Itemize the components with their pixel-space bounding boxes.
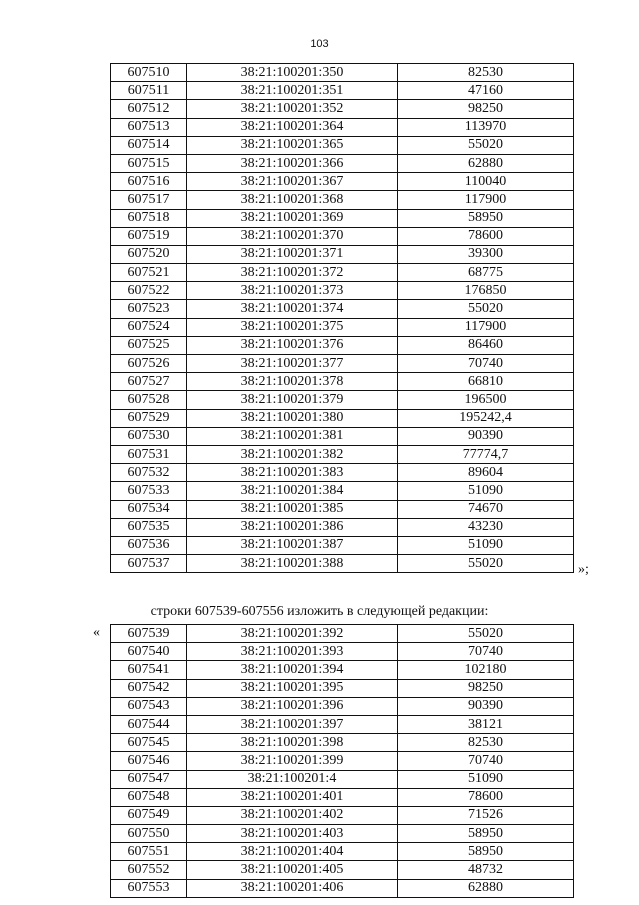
table-row bbox=[111, 264, 574, 282]
cadastral-number-cell: 38:21:100201:392 bbox=[187, 625, 398, 643]
value-cell: 70740 bbox=[398, 355, 574, 373]
cadastral-number-cell: 38:21:100201:368 bbox=[187, 191, 398, 209]
cadastral-number-cell: 38:21:100201:396 bbox=[187, 697, 398, 715]
amendment-instruction: строки 607539-607556 изложить в следующей редакции: bbox=[150, 604, 489, 619]
row-number-cell: 607522 bbox=[111, 282, 187, 300]
row-number-cell: 607510 bbox=[111, 64, 187, 82]
cadastral-number-cell: 38:21:100201:404 bbox=[187, 843, 398, 861]
row-number-cell: 607542 bbox=[111, 679, 187, 697]
value-cell: 39300 bbox=[398, 245, 574, 263]
cadastral-number-cell: 38:21:100201:385 bbox=[187, 500, 398, 518]
row-number-cell: 607551 bbox=[111, 843, 187, 861]
row-number-cell: 607517 bbox=[111, 191, 187, 209]
table-row bbox=[111, 136, 574, 154]
cadastral-number-cell: 38:21:100201:397 bbox=[187, 715, 398, 733]
table-row bbox=[111, 409, 574, 427]
table-row bbox=[111, 118, 574, 136]
table-row bbox=[111, 100, 574, 118]
table-row bbox=[111, 806, 574, 824]
table-row bbox=[111, 355, 574, 373]
cadastral-number-cell: 38:21:100201:376 bbox=[187, 336, 398, 354]
table-row bbox=[111, 661, 574, 679]
table-row bbox=[111, 427, 574, 445]
table-row bbox=[111, 715, 574, 733]
cadastral-number-cell: 38:21:100201:352 bbox=[187, 100, 398, 118]
table-row bbox=[111, 336, 574, 354]
cadastral-number-cell: 38:21:100201:388 bbox=[187, 555, 398, 573]
value-cell: 90390 bbox=[398, 427, 574, 445]
value-cell: 55020 bbox=[398, 136, 574, 154]
row-number-cell: 607534 bbox=[111, 500, 187, 518]
table-row bbox=[111, 245, 574, 263]
row-number-cell: 607546 bbox=[111, 752, 187, 770]
value-cell: 82530 bbox=[398, 64, 574, 82]
cadastral-number-cell: 38:21:100201:380 bbox=[187, 409, 398, 427]
cadastral-number-cell: 38:21:100201:402 bbox=[187, 806, 398, 824]
row-number-cell: 607511 bbox=[111, 82, 187, 100]
cadastral-number-cell: 38:21:100201:365 bbox=[187, 136, 398, 154]
row-number-cell: 607545 bbox=[111, 734, 187, 752]
table-row bbox=[111, 173, 574, 191]
value-cell: 98250 bbox=[398, 679, 574, 697]
value-cell: 58950 bbox=[398, 209, 574, 227]
row-number-cell: 607530 bbox=[111, 427, 187, 445]
row-number-cell: 607550 bbox=[111, 825, 187, 843]
row-number-cell: 607540 bbox=[111, 643, 187, 661]
cadastral-number-cell: 38:21:100201:379 bbox=[187, 391, 398, 409]
cadastral-number-cell: 38:21:100201:406 bbox=[187, 879, 398, 897]
row-number-cell: 607531 bbox=[111, 445, 187, 463]
table-row bbox=[111, 734, 574, 752]
cadastral-number-cell: 38:21:100201:383 bbox=[187, 464, 398, 482]
table-row bbox=[111, 679, 574, 697]
table-row bbox=[111, 625, 574, 643]
value-cell: 78600 bbox=[398, 227, 574, 245]
registry-table-upper-body bbox=[111, 64, 574, 573]
value-cell: 113970 bbox=[398, 118, 574, 136]
row-number-cell: 607525 bbox=[111, 336, 187, 354]
value-cell: 62880 bbox=[398, 154, 574, 172]
cadastral-number-cell: 38:21:100201:399 bbox=[187, 752, 398, 770]
row-number-cell: 607523 bbox=[111, 300, 187, 318]
table-row bbox=[111, 500, 574, 518]
row-number-cell: 607519 bbox=[111, 227, 187, 245]
value-cell: 117900 bbox=[398, 318, 574, 336]
value-cell: 196500 bbox=[398, 391, 574, 409]
value-cell: 68775 bbox=[398, 264, 574, 282]
cadastral-number-cell: 38:21:100201:394 bbox=[187, 661, 398, 679]
table-row bbox=[111, 518, 574, 536]
opening-quote: « bbox=[93, 625, 100, 640]
value-cell: 82530 bbox=[398, 734, 574, 752]
value-cell: 43230 bbox=[398, 518, 574, 536]
table-row bbox=[111, 300, 574, 318]
cadastral-number-cell: 38:21:100201:374 bbox=[187, 300, 398, 318]
cadastral-number-cell: 38:21:100201:371 bbox=[187, 245, 398, 263]
table-row bbox=[111, 445, 574, 463]
value-cell: 62880 bbox=[398, 879, 574, 897]
table-row bbox=[111, 209, 574, 227]
cadastral-number-cell: 38:21:100201:373 bbox=[187, 282, 398, 300]
cadastral-number-cell: 38:21:100201:401 bbox=[187, 788, 398, 806]
row-number-cell: 607553 bbox=[111, 879, 187, 897]
cadastral-number-cell: 38:21:100201:364 bbox=[187, 118, 398, 136]
value-cell: 102180 bbox=[398, 661, 574, 679]
cadastral-number-cell: 38:21:100201:370 bbox=[187, 227, 398, 245]
cadastral-number-cell: 38:21:100201:381 bbox=[187, 427, 398, 445]
row-number-cell: 607528 bbox=[111, 391, 187, 409]
cadastral-number-cell: 38:21:100201:386 bbox=[187, 518, 398, 536]
row-number-cell: 607514 bbox=[111, 136, 187, 154]
value-cell: 55020 bbox=[398, 625, 574, 643]
table-row bbox=[111, 227, 574, 245]
cadastral-number-cell: 38:21:100201:377 bbox=[187, 355, 398, 373]
row-number-cell: 607537 bbox=[111, 555, 187, 573]
cadastral-number-cell: 38:21:100201:387 bbox=[187, 536, 398, 554]
table-row bbox=[111, 697, 574, 715]
value-cell: 110040 bbox=[398, 173, 574, 191]
table-row bbox=[111, 643, 574, 661]
cadastral-number-cell: 38:21:100201:393 bbox=[187, 643, 398, 661]
table-row bbox=[111, 64, 574, 82]
value-cell: 55020 bbox=[398, 555, 574, 573]
row-number-cell: 607512 bbox=[111, 100, 187, 118]
table-row bbox=[111, 464, 574, 482]
value-cell: 195242,4 bbox=[398, 409, 574, 427]
value-cell: 66810 bbox=[398, 373, 574, 391]
cadastral-number-cell: 38:21:100201:350 bbox=[187, 64, 398, 82]
row-number-cell: 607535 bbox=[111, 518, 187, 536]
cadastral-number-cell: 38:21:100201:378 bbox=[187, 373, 398, 391]
value-cell: 78600 bbox=[398, 788, 574, 806]
table-row bbox=[111, 825, 574, 843]
value-cell: 48732 bbox=[398, 861, 574, 879]
row-number-cell: 607529 bbox=[111, 409, 187, 427]
value-cell: 86460 bbox=[398, 336, 574, 354]
value-cell: 77774,7 bbox=[398, 445, 574, 463]
table-row bbox=[111, 861, 574, 879]
row-number-cell: 607524 bbox=[111, 318, 187, 336]
value-cell: 89604 bbox=[398, 464, 574, 482]
table-row bbox=[111, 154, 574, 172]
registry-table-lower-body bbox=[111, 625, 574, 898]
table-row bbox=[111, 82, 574, 100]
cadastral-number-cell: 38:21:100201:351 bbox=[187, 82, 398, 100]
table-row bbox=[111, 318, 574, 336]
cadastral-number-cell: 38:21:100201:4 bbox=[187, 770, 398, 788]
value-cell: 176850 bbox=[398, 282, 574, 300]
value-cell: 51090 bbox=[398, 482, 574, 500]
row-number-cell: 607543 bbox=[111, 697, 187, 715]
row-number-cell: 607547 bbox=[111, 770, 187, 788]
value-cell: 74670 bbox=[398, 500, 574, 518]
table-row bbox=[111, 282, 574, 300]
row-number-cell: 607541 bbox=[111, 661, 187, 679]
cadastral-number-cell: 38:21:100201:367 bbox=[187, 173, 398, 191]
closing-quote: »; bbox=[578, 562, 589, 577]
value-cell: 58950 bbox=[398, 843, 574, 861]
row-number-cell: 607527 bbox=[111, 373, 187, 391]
value-cell: 55020 bbox=[398, 300, 574, 318]
cadastral-number-cell: 38:21:100201:405 bbox=[187, 861, 398, 879]
value-cell: 70740 bbox=[398, 752, 574, 770]
value-cell: 71526 bbox=[398, 806, 574, 824]
row-number-cell: 607520 bbox=[111, 245, 187, 263]
cadastral-number-cell: 38:21:100201:369 bbox=[187, 209, 398, 227]
cadastral-number-cell: 38:21:100201:375 bbox=[187, 318, 398, 336]
registry-table-lower bbox=[110, 624, 574, 898]
row-number-cell: 607532 bbox=[111, 464, 187, 482]
row-number-cell: 607552 bbox=[111, 861, 187, 879]
registry-table-upper bbox=[110, 63, 574, 573]
row-number-cell: 607521 bbox=[111, 264, 187, 282]
value-cell: 117900 bbox=[398, 191, 574, 209]
table-row bbox=[111, 770, 574, 788]
table-row bbox=[111, 879, 574, 897]
table-row bbox=[111, 752, 574, 770]
table-row bbox=[111, 391, 574, 409]
table-row bbox=[111, 482, 574, 500]
row-number-cell: 607513 bbox=[111, 118, 187, 136]
row-number-cell: 607518 bbox=[111, 209, 187, 227]
page-number: 103 bbox=[310, 38, 329, 50]
cadastral-number-cell: 38:21:100201:366 bbox=[187, 154, 398, 172]
row-number-cell: 607526 bbox=[111, 355, 187, 373]
row-number-cell: 607515 bbox=[111, 154, 187, 172]
table-row bbox=[111, 843, 574, 861]
table-row bbox=[111, 536, 574, 554]
table-row bbox=[111, 191, 574, 209]
cadastral-number-cell: 38:21:100201:372 bbox=[187, 264, 398, 282]
row-number-cell: 607544 bbox=[111, 715, 187, 733]
cadastral-number-cell: 38:21:100201:395 bbox=[187, 679, 398, 697]
row-number-cell: 607548 bbox=[111, 788, 187, 806]
row-number-cell: 607533 bbox=[111, 482, 187, 500]
row-number-cell: 607549 bbox=[111, 806, 187, 824]
row-number-cell: 607539 bbox=[111, 625, 187, 643]
cadastral-number-cell: 38:21:100201:384 bbox=[187, 482, 398, 500]
value-cell: 38121 bbox=[398, 715, 574, 733]
table-row bbox=[111, 788, 574, 806]
table-row bbox=[111, 555, 574, 573]
cadastral-number-cell: 38:21:100201:382 bbox=[187, 445, 398, 463]
value-cell: 51090 bbox=[398, 770, 574, 788]
row-number-cell: 607516 bbox=[111, 173, 187, 191]
value-cell: 98250 bbox=[398, 100, 574, 118]
cadastral-number-cell: 38:21:100201:403 bbox=[187, 825, 398, 843]
value-cell: 51090 bbox=[398, 536, 574, 554]
value-cell: 58950 bbox=[398, 825, 574, 843]
value-cell: 47160 bbox=[398, 82, 574, 100]
cadastral-number-cell: 38:21:100201:398 bbox=[187, 734, 398, 752]
value-cell: 70740 bbox=[398, 643, 574, 661]
row-number-cell: 607536 bbox=[111, 536, 187, 554]
table-row bbox=[111, 373, 574, 391]
value-cell: 90390 bbox=[398, 697, 574, 715]
